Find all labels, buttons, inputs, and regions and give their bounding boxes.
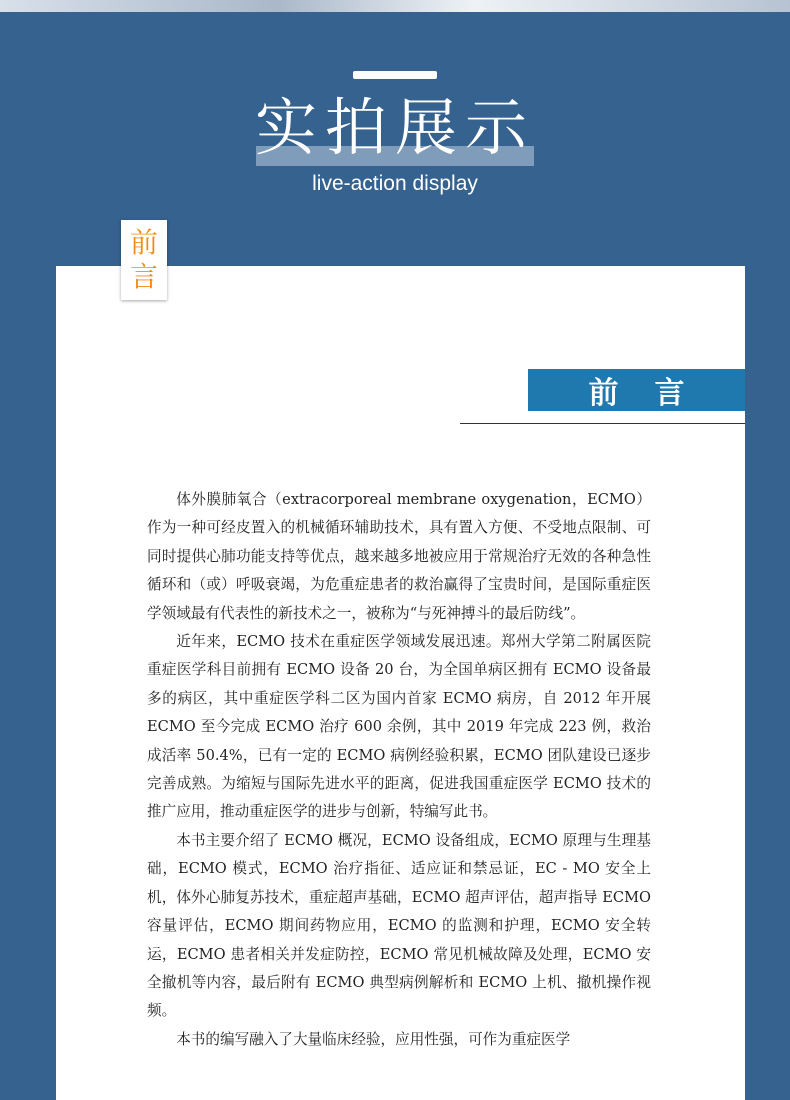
page-subtitle: live-action display [312,172,478,195]
section-tag-char-1: 前 [129,226,158,259]
heading-divider [460,423,745,424]
preface-body [147,486,651,1054]
chapter-heading: 前言 [528,369,745,411]
paragraph: 体外膜肺氧合（extracorporeal membrane oxygenation，ECMO）作为一种可经皮置入的机械循环辅助技术，具有置入方便、不受地点限制、可同时提供心肺功能支持等优点，越来越多地被应用于常规治疗无效的各种急性循环和（或）呼吸衰竭，为危重症患者的救治赢得了宝贵时间，是国际重症医学领域最有代表性的新技术之一，被称为“与死神搏斗的最后防线”。 [147,491,651,622]
page-title: 实拍展示 [254,91,535,164]
paragraph: 近年来，ECMO 技术在重症医学领域发展迅速。郑州大学第二附属医院重症医学科目前拥有 ECMO 设备 20 台，为全国单病区拥有 ECMO 设备最多的病区，其中重症医学科二区为国内首家 ECMO 病房，自 2012 年开展 ECMO 至今完成 ECMO 治疗 600 余例，其中 2019 年完成 223 例，救治成活率 50.4%，已有一定的 ECMO 病例经验积累，ECMO 团队建设已逐步完善成熟。为缩短与国际先进水平的距离，促进我国重症医学 ECMO 技术的推广应用，推动重症医学的进步与创新，特编写此书。 [147,633,651,821]
section-tag-char-2: 言 [129,260,158,293]
title-decoration-bar [353,71,437,79]
paragraph: 本书主要介绍了 ECMO 概况，ECMO 设备组成，ECMO 原理与生理基础，ECMO 模式，ECMO 治疗指征、适应证和禁忌证，EC - MO 安全上机，体外心肺复苏技术，重症超声基础，ECMO 超声评估，超声指导 ECMO 容量评估，ECMO 期间药物应用，ECMO 的监测和护理，ECMO 安全转运，ECMO 患者相关并发症防控，ECMO 常见机械故障及处理，ECMO 安全撤机等内容，最后附有 ECMO 典型病例解析和 ECMO 上机、撤机操作视频。 [147,831,651,1020]
top-banner-strip [0,0,790,12]
section-tag [121,220,167,300]
paragraph: 本书的编写融入了大量临床经验，应用性强，可作为重症医学 [176,1030,571,1048]
